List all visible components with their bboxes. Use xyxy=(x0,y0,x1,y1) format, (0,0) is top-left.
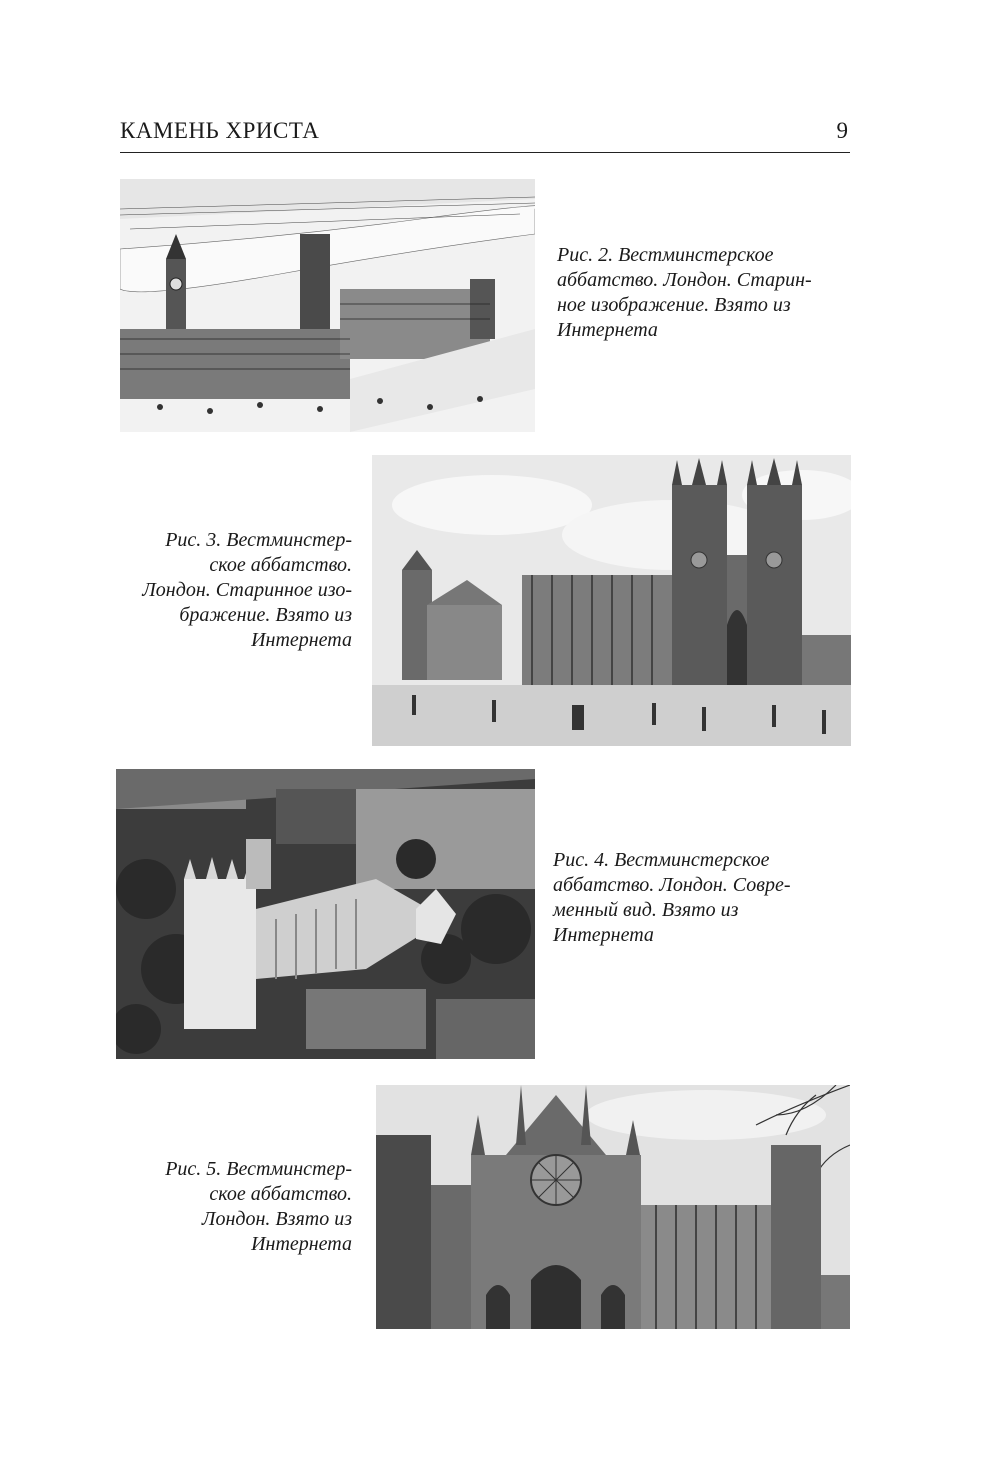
caption-line: ское аббатство. xyxy=(209,554,352,576)
figure-5-caption xyxy=(112,1157,352,1257)
caption-line: ное изображение. Взято из xyxy=(557,294,791,316)
caption-line: ское аббатство. xyxy=(209,1183,352,1205)
figure-4-image xyxy=(116,769,535,1059)
running-title: КАМЕНЬ ХРИСТА xyxy=(120,118,320,143)
caption-line: Интернета xyxy=(251,1233,352,1255)
figure-2-image xyxy=(120,179,535,432)
caption-line: аббатство. Лондон. Старин- xyxy=(557,269,812,291)
figure-4-caption xyxy=(553,848,843,948)
caption-line: бражение. Взято из xyxy=(179,604,352,626)
caption-line: аббатство. Лондон. Совре- xyxy=(553,874,791,896)
figure-2-caption xyxy=(557,243,847,343)
caption-line: Интернета xyxy=(557,319,658,341)
caption-line: Интернета xyxy=(251,629,352,651)
caption-line: Рис. 2. Вестминстерское xyxy=(557,244,774,266)
caption-line: Лондон. Взято из xyxy=(201,1208,352,1230)
figure-3-caption xyxy=(112,528,352,653)
caption-line: Рис. 5. Вестминстер- xyxy=(165,1158,352,1180)
page-number: 9 xyxy=(836,118,848,143)
figure-3-image xyxy=(372,455,851,746)
caption-line: Рис. 4. Вестминстерское xyxy=(553,849,770,871)
figure-5-image xyxy=(376,1085,850,1329)
caption-line: Рис. 3. Вестминстер- xyxy=(165,529,352,551)
caption-line: Лондон. Старинное изо- xyxy=(142,579,352,601)
caption-line: Интернета xyxy=(553,924,654,946)
running-header xyxy=(120,118,850,153)
caption-line: менный вид. Взято из xyxy=(553,899,739,921)
